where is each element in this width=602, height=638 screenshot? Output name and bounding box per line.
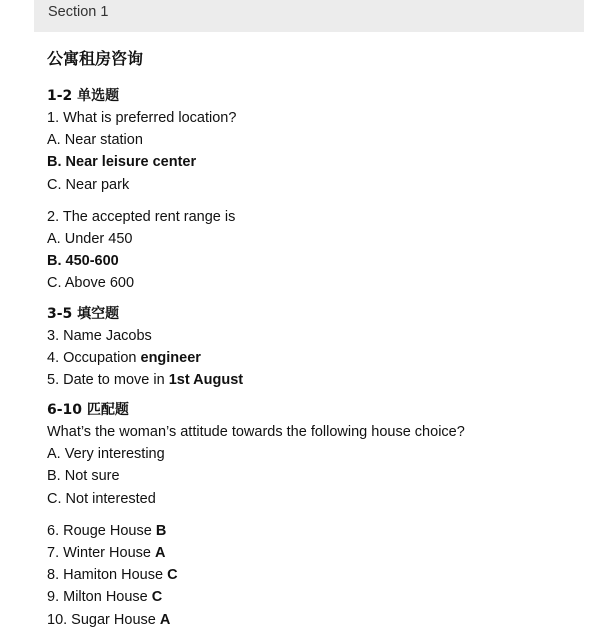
- match-item-answer: C: [151, 589, 163, 606]
- match-item-answer: C: [167, 567, 178, 584]
- document-title: 公寓租房咨询: [47, 49, 144, 68]
- q1-option-a: A. Near station: [47, 132, 143, 149]
- section-title: Section 1: [48, 4, 109, 20]
- fill-item-4: [47, 347, 587, 369]
- fill-item-5: [47, 369, 587, 391]
- match-item-10: [47, 609, 587, 631]
- q1-question: 1. What is preferred location?: [47, 110, 237, 126]
- fill-item-answer: 1st August: [168, 371, 244, 388]
- match-item-7: [47, 542, 587, 564]
- match-item-text: 8. Hamiton House: [47, 567, 168, 584]
- q1-option-b-answer: B. Near leisure center: [47, 154, 197, 171]
- q1-option-c: C. Near park: [47, 176, 130, 193]
- match-item-answer: B: [155, 522, 167, 539]
- matching-option-b: B. Not sure: [47, 468, 120, 485]
- part3-heading: 6-10 匹配题: [47, 402, 129, 419]
- part2-heading: 3-5 填空题: [47, 305, 120, 322]
- match-item-8: [47, 564, 587, 586]
- match-item-text: 10. Sugar House: [47, 611, 160, 628]
- match-item-text: 7. Winter House: [47, 545, 155, 561]
- match-item-6: [47, 520, 587, 542]
- match-item-answer: A: [159, 611, 171, 628]
- fill-item-text: 4. Occupation: [47, 349, 141, 366]
- section-header-bar: [34, 0, 584, 32]
- q2-question: 2. The accepted rent range is: [47, 208, 236, 225]
- fill-item-3: [47, 325, 587, 347]
- q2-option-a: A. Under 450: [47, 230, 133, 247]
- fill-item-answer: engineer: [140, 349, 201, 366]
- q2-option-c: C. Above 600: [47, 275, 135, 292]
- match-item-answer: A: [155, 545, 166, 561]
- part1-heading: 1-2 单选题: [47, 88, 120, 104]
- fill-item-text: 3. Name Jacobs: [47, 327, 152, 344]
- matching-option-a: A. Very interesting: [47, 446, 165, 463]
- document-content: [47, 48, 587, 631]
- match-item-text: 6. Rouge House: [47, 522, 156, 539]
- matching-option-c: C. Not interested: [47, 490, 156, 507]
- fill-item-text: 5. Date to move in: [47, 371, 169, 388]
- q2-option-b-answer: B. 450-600: [47, 253, 119, 270]
- match-item-text: 9. Milton House: [47, 589, 152, 606]
- match-item-9: [47, 586, 587, 608]
- matching-prompt: What’s the woman’s attitude towards the following house choice?: [47, 424, 465, 441]
